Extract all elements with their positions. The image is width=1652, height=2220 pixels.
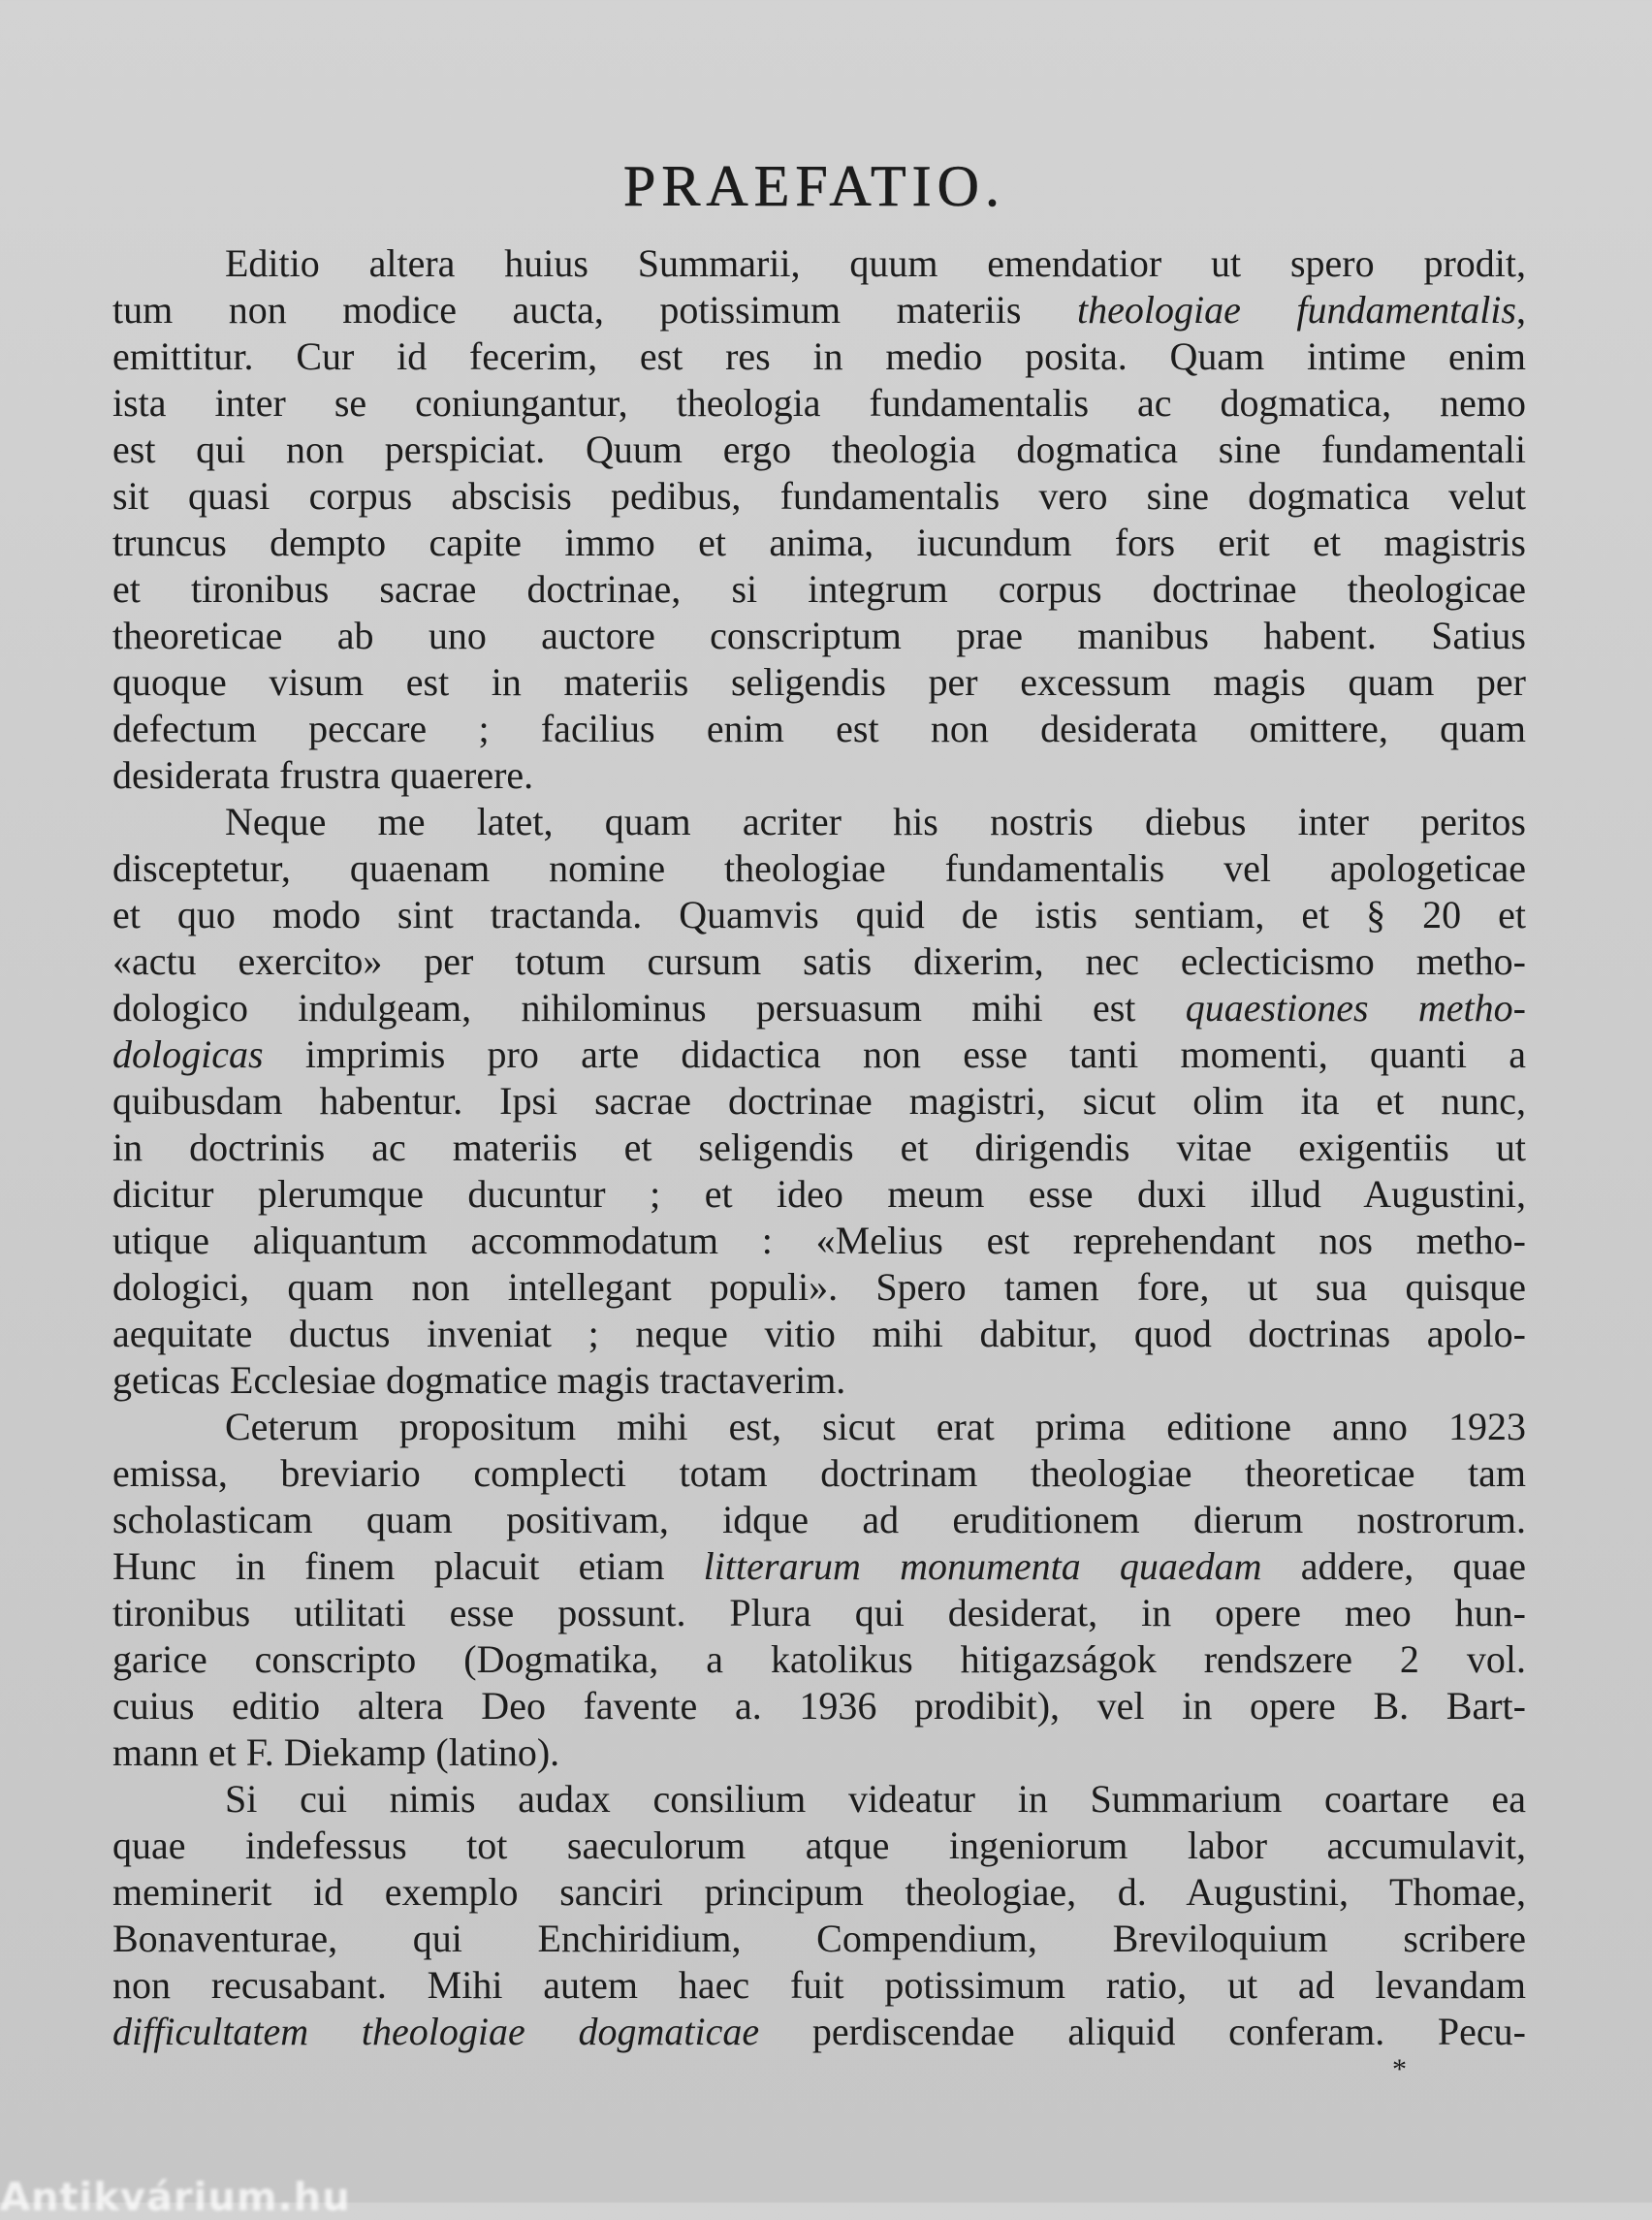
text-segment: aequitate ductus inveniat ; neque vitio mihi dabitur, quod doctrinas apolo-	[112, 1312, 1526, 1355]
text-segment: Editio altera huius Summarii, quum emendatior ut spero prodit,	[225, 241, 1526, 285]
paragraph	[112, 1776, 1526, 2055]
text-segment: in doctrinis ac materiis et seligendis et dirigendis vitae exigentiis ut	[112, 1126, 1526, 1169]
text-segment: truncus dempto capite immo et anima, iucundum fors erit et magistris	[112, 521, 1526, 564]
page-title: PRAEFATIO.	[623, 154, 1005, 219]
text-segment: imprimis pro arte didactica non esse tanti momenti, quanti a	[263, 1032, 1526, 1076]
text-segment: tironibus utilitati esse possunt. Plura qui desiderat, in opere meo hun-	[112, 1591, 1526, 1634]
text-line	[112, 473, 1526, 520]
text-line	[112, 1962, 1526, 2009]
text-line	[112, 938, 1526, 985]
text-segment: perdiscendae aliquid conferam. Pecu-	[759, 2010, 1527, 2053]
text-segment: geticas Ecclesiae dogmatice magis tractaverim.	[112, 1358, 846, 1402]
text-segment: quoque visum est in materiis seligendis per excessum magis quam per	[112, 660, 1526, 704]
text-segment: cuius editio altera Deo favente a. 1936 prodibit), vel in opere B. Bart-	[112, 1684, 1526, 1728]
text-segment: dologici, quam non intellegant populi». Spero tamen fore, ut sua quisque	[112, 1265, 1526, 1309]
text-segment: theoreticae ab uno auctore conscriptum prae manibus habent. Satius	[112, 614, 1526, 657]
text-segment: et quo modo sint tractanda. Quamvis quid de istis sentiam, et § 20 et	[112, 893, 1526, 936]
italic-text-segment: litterarum monumenta quaedam	[703, 1544, 1262, 1588]
text-segment: disceptetur, quaenam nomine theologiae fundamentalis vel apologeticae	[112, 846, 1526, 890]
text-segment: ista inter se coniungantur, theologia fundamentalis ac dogmatica, nemo	[112, 381, 1526, 425]
preface-body	[112, 240, 1526, 2055]
italic-text-segment: dologicas	[112, 1032, 264, 1076]
text-line	[112, 613, 1526, 659]
text-line	[112, 566, 1526, 613]
text-segment: dologico indulgeam, nihilominus persuasum mihi est	[112, 986, 1186, 1030]
text-segment: ,	[1516, 288, 1526, 332]
paragraph	[112, 799, 1526, 1404]
text-line	[112, 1729, 1526, 1776]
text-line	[112, 1404, 1526, 1450]
text-segment: meminerit id exemplo sanciri principum theologiae, d. Augustini, Thomae,	[112, 1870, 1526, 1914]
text-line	[112, 427, 1526, 473]
text-line	[112, 892, 1526, 938]
text-segment: Hunc in finem placuit etiam	[112, 1544, 704, 1588]
text-segment: addere, quae	[1261, 1544, 1527, 1588]
text-segment: desiderata frustra quaerere.	[112, 753, 534, 797]
text-line	[112, 520, 1526, 566]
text-segment: quibusdam habentur. Ipsi sacrae doctrinae magistri, sicut olim ita et nunc,	[112, 1079, 1526, 1123]
text-line	[112, 1125, 1526, 1171]
text-line	[112, 1869, 1526, 1916]
text-line	[112, 1916, 1526, 1962]
text-line	[112, 1357, 1526, 1404]
text-segment: tum non modice aucta, potissimum materiis	[112, 288, 1077, 332]
text-segment: non recusabant. Mihi autem haec fuit potissimum ratio, ut ad levandam	[112, 1963, 1526, 2007]
text-segment: Bonaventurae, qui Enchiridium, Compendium, Breviloquium scribere	[112, 1917, 1526, 1960]
text-line	[112, 240, 1526, 287]
text-line	[112, 752, 1526, 799]
text-line	[112, 659, 1526, 706]
text-line	[112, 706, 1526, 752]
text-line	[112, 2009, 1526, 2055]
text-line	[112, 1823, 1526, 1869]
paragraph	[112, 1404, 1526, 1776]
text-line	[112, 1031, 1526, 1078]
text-segment: sit quasi corpus abscisis pedibus, fundamentalis vero sine dogmatica velut	[112, 474, 1526, 518]
text-segment: Ceterum propositum mihi est, sicut erat prima editione anno 1923	[225, 1405, 1526, 1448]
text-segment: dicitur plerumque ducuntur ; et ideo meum esse duxi illud Augustini,	[112, 1172, 1526, 1216]
text-line	[112, 1776, 1526, 1823]
text-line	[112, 1218, 1526, 1264]
text-line	[112, 1264, 1526, 1311]
text-line	[112, 1543, 1526, 1590]
text-segment: utique aliquantum accommodatum : «Melius est reprehendant nos metho-	[112, 1219, 1526, 1262]
watermark: Antikvárium.hu	[0, 2175, 351, 2220]
text-line	[112, 1171, 1526, 1218]
text-line	[112, 985, 1526, 1031]
paragraph	[112, 240, 1526, 799]
signature-mark: *	[1392, 2053, 1407, 2085]
text-line	[112, 1078, 1526, 1125]
text-segment: mann et F. Diekamp (latino).	[112, 1730, 560, 1774]
text-line	[112, 1683, 1526, 1729]
text-line	[112, 380, 1526, 427]
italic-text-segment: quaestiones metho-	[1185, 986, 1526, 1030]
text-segment: «actu exercito» per totum cursum satis dixerim, nec eclecticismo metho-	[112, 939, 1526, 983]
text-line	[112, 1450, 1526, 1497]
text-line	[112, 287, 1526, 333]
text-segment: defectum peccare ; facilius enim est non desiderata omittere, quam	[112, 707, 1526, 750]
text-segment: Neque me latet, quam acriter his nostris diebus inter peritos	[225, 800, 1526, 843]
text-line	[112, 845, 1526, 892]
text-segment: est qui non perspiciat. Quum ergo theologia dogmatica sine fundamentali	[112, 428, 1526, 471]
text-segment: scholasticam quam positivam, idque ad eruditionem dierum nostrorum.	[112, 1498, 1526, 1541]
text-line	[112, 1590, 1526, 1636]
text-segment: emissa, breviario complecti totam doctrinam theologiae theoreticae tam	[112, 1451, 1526, 1495]
text-line	[112, 1636, 1526, 1683]
text-segment: emittitur. Cur id fecerim, est res in medio posita. Quam intime enim	[112, 334, 1526, 378]
text-segment: garice conscripto (Dogmatika, a katolikus hitigazságok rendszere 2 vol.	[112, 1637, 1526, 1681]
text-segment: Si cui nimis audax consilium videatur in Summarium coartare ea	[225, 1777, 1526, 1821]
italic-text-segment: difficultatem theologiae dogmaticae	[112, 2010, 760, 2053]
text-segment: et tironibus sacrae doctrinae, si integrum corpus doctrinae theologicae	[112, 567, 1526, 611]
italic-text-segment: theologiae fundamentalis	[1076, 288, 1516, 332]
text-line	[112, 1497, 1526, 1543]
text-segment: quae indefessus tot saeculorum atque ingeniorum labor accumulavit,	[112, 1824, 1526, 1867]
text-line	[112, 1311, 1526, 1357]
text-line	[112, 333, 1526, 380]
text-line	[112, 799, 1526, 845]
